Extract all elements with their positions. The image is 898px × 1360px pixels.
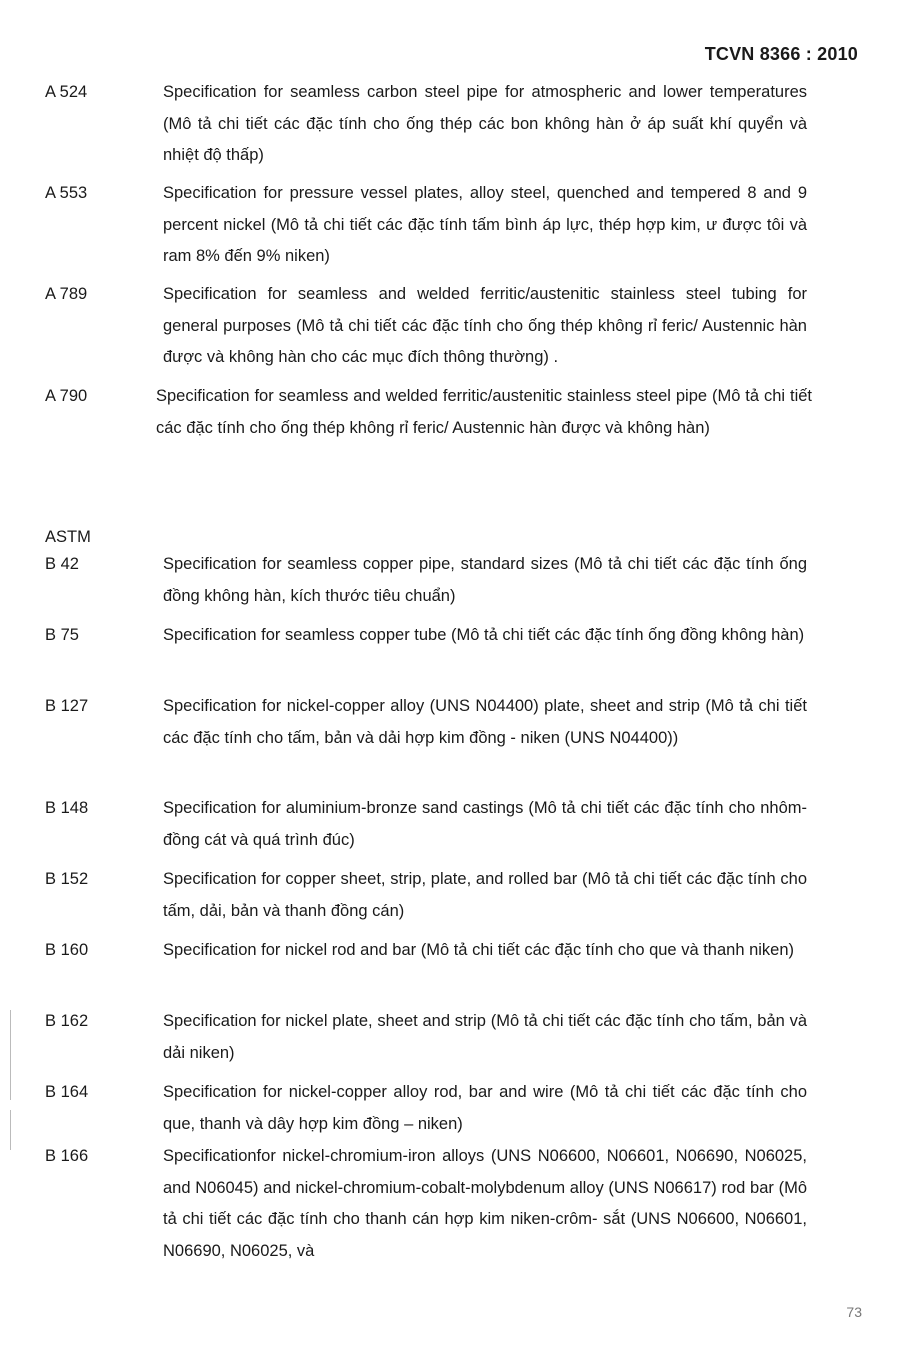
reference-description: Specification for seamless and welded ferritic/austenitic stainless steel tubing for general purposes (Mô tả chi tiết các đặc tính cho ống thép không rỉ feric/ Austennic hàn được và không hàn cho các mục đích thông thường) . [163, 285, 807, 366]
reference-code: B 148 [45, 799, 89, 817]
reference-description: Specification for seamless and welded ferritic/austenitic stainless steel pipe (Mô tả chi tiết các đặc tính cho ống thép không rỉ feric/ Austennic hàn được và không hàn) [156, 387, 812, 437]
reference-description: Specificationfor nickel-chromium-iron alloys (UNS N06600, N06601, N06690, N06025, and N06045) and nickel-chromium-cobalt-molybdenum alloy (UNS N06617) rod bar (Mô tả chi tiết các đặc tính cho thanh cán hợp kim niken-crôm- sắt (UNS N06600, N06601, N06690, N06025, và [163, 1147, 807, 1260]
reference-description: Specification for aluminium-bronze sand castings (Mô tả chi tiết các đặc tính cho nhôm-đồng cát và quá trình đúc) [163, 799, 807, 849]
scan-artifact [10, 1010, 11, 1100]
reference-description: Specification for nickel rod and bar (Mô tả chi tiết các đặc tính cho que và thanh niken) [163, 941, 795, 959]
reference-description: Specification for seamless copper tube (Mô tả chi tiết các đặc tính ống đồng không hàn) [163, 626, 805, 644]
reference-description: Specification for copper sheet, strip, plate, and rolled bar (Mô tả chi tiết các đặc tính cho tấm, dải, bản và thanh đồng cán) [163, 870, 807, 920]
reference-code: B 42 [45, 555, 79, 573]
scan-artifact [10, 1110, 11, 1150]
reference-code: A 524 [45, 83, 88, 101]
reference-code: B 152 [45, 870, 89, 888]
reference-description: Specification for seamless carbon steel pipe for atmospheric and lower temperatures (Mô tả chi tiết các đặc tính cho ống thép các bon không hàn ở áp suất khí quyển và nhiệt độ thấp) [163, 83, 807, 164]
reference-code: B 127 [45, 697, 89, 715]
reference-description: Specification for nickel-copper alloy (UNS N04400) plate, sheet and strip (Mô tả chi tiết các đặc tính cho tấm, bản và dải hợp kim đồng - niken (UNS N04400)) [163, 697, 807, 747]
reference-code: B 166 [45, 1147, 89, 1165]
reference-code: A 553 [45, 184, 88, 202]
reference-code: B 164 [45, 1083, 89, 1101]
page-header: TCVN 8366 : 2010 [704, 44, 858, 64]
reference-description: Specification for nickel plate, sheet and strip (Mô tả chi tiết các đặc tính cho tấm, bản và dải niken) [163, 1012, 807, 1062]
reference-code: A 790 [45, 387, 88, 405]
section-label: ASTM [45, 528, 91, 546]
reference-code: A 789 [45, 285, 88, 303]
reference-code: B 75 [45, 626, 79, 644]
page-number: 73 [846, 1304, 862, 1320]
reference-code: B 162 [45, 1012, 89, 1030]
reference-code: B 160 [45, 941, 89, 959]
reference-description: Specification for pressure vessel plates, alloy steel, quenched and tempered 8 and 9 percent nickel (Mô tả chi tiết các đặc tính tấm bình áp lực, thép hợp kim, ư được tôi và ram 8% đến 9% niken) [163, 184, 807, 265]
reference-description: Specification for seamless copper pipe, standard sizes (Mô tả chi tiết các đặc tính ống đồng không hàn, kích thước tiêu chuẩn) [163, 555, 807, 605]
reference-description: Specification for nickel-copper alloy rod, bar and wire (Mô tả chi tiết các đặc tính cho que, thanh và dây hợp kim đồng – niken) [163, 1083, 807, 1133]
